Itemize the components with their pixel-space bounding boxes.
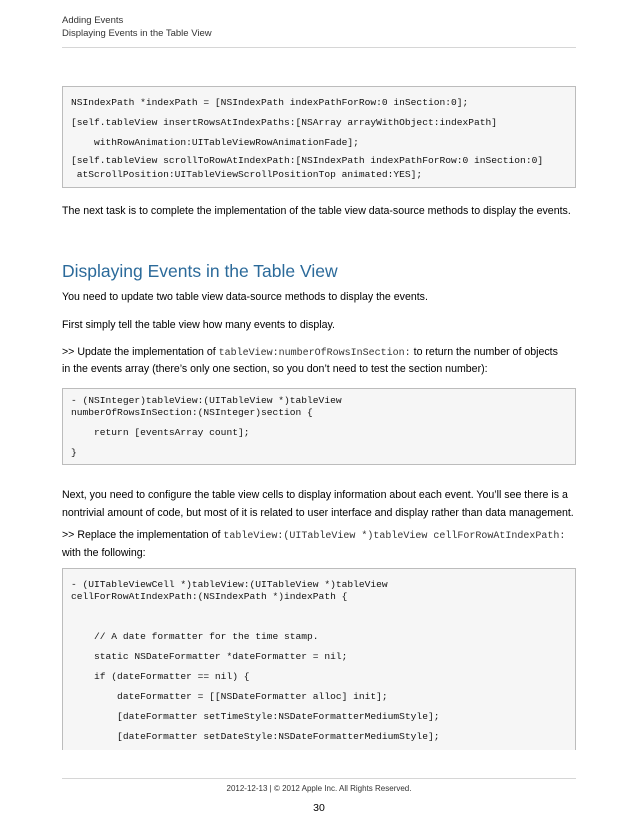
step-update-number-of-rows (62, 345, 582, 361)
code-line: [dateFormatter setDateStyle:NSDateFormatterMediumStyle]; (71, 731, 440, 742)
step-suffix: to return the number of objects (410, 346, 558, 358)
code-line: withRowAnimation:UITableViewRowAnimationFade]; (71, 137, 359, 148)
code-line: } (71, 447, 77, 458)
inline-code: tableView:(UITableView *)tableView cellForRowAtIndexPath: (223, 531, 566, 542)
header-divider (62, 47, 576, 48)
code-line: // A date formatter for the time stamp. (71, 631, 319, 642)
section-heading: Displaying Events in the Table View (62, 261, 338, 281)
inline-code: tableView:numberOfRowsInSection: (218, 348, 411, 359)
header-section: Displaying Events in the Table View (62, 28, 212, 39)
step-prefix: >> Replace the implementation of (62, 529, 224, 541)
code-line: [self.tableView scrollToRowAtIndexPath:[NSIndexPath indexPathForRow:0 inSection:0] (71, 155, 544, 166)
step-prefix: >> Update the implementation of (62, 346, 219, 358)
code-line: - (NSInteger)tableView:(UITableView *)tableView (71, 395, 342, 406)
footer-copyright: 2012-12-13 | © 2012 Apple Inc. All Rights Reserved. (226, 784, 412, 793)
code-line: [self.tableView insertRowsAtIndexPaths:[NSArray arrayWithObject:indexPath] (71, 117, 498, 128)
paragraph-next-task: The next task is to complete the implementation of the table view data-source methods to display the events. (62, 205, 571, 217)
code-line: dateFormatter = [[NSDateFormatter alloc] init]; (71, 691, 388, 702)
code-block-cell-for-row (62, 568, 576, 750)
code-line: NSIndexPath *indexPath = [NSIndexPath indexPathForRow:0 inSection:0]; (71, 97, 469, 108)
paragraph-update-two: You need to update two table view data-source methods to display the events. (62, 291, 428, 303)
code-line: [dateFormatter setTimeStyle:NSDateFormatterMediumStyle]; (71, 711, 440, 722)
paragraph-first-simply: First simply tell the table view how many events to display. (62, 319, 335, 331)
code-line: static NSDateFormatter *dateFormatter = nil; (71, 651, 348, 662)
code-line: - (UITableViewCell *)tableView:(UITableView *)tableView (71, 579, 388, 590)
code-line: return [eventsArray count]; (71, 427, 250, 438)
footer-divider (62, 778, 576, 779)
code-line: if (dateFormatter == nil) { (71, 671, 250, 682)
running-header (62, 14, 212, 40)
step-replace-cell-for-row (62, 528, 582, 544)
paragraph-configure-line1: Next, you need to configure the table view cells to display information about each event. You’ll see there is a (62, 489, 568, 501)
code-line: numberOfRowsInSection:(NSInteger)section { (71, 407, 313, 418)
step-replace-cell-for-row-line2: with the following: (62, 547, 146, 559)
code-block-insert-row (62, 86, 576, 188)
code-block-number-of-rows (62, 388, 576, 465)
step-update-number-of-rows-line2: in the events array (there’s only one section, so you don’t need to test the section number): (62, 363, 488, 375)
header-chapter: Adding Events (62, 15, 124, 26)
code-line: atScrollPosition:UITableViewScrollPositionTop animated:YES]; (71, 169, 423, 180)
paragraph-configure-line2: nontrivial amount of code, but most of it is related to user interface and display rather than data management. (62, 507, 574, 519)
page-number: 30 (313, 802, 325, 814)
code-line: cellForRowAtIndexPath:(NSIndexPath *)indexPath { (71, 591, 348, 602)
